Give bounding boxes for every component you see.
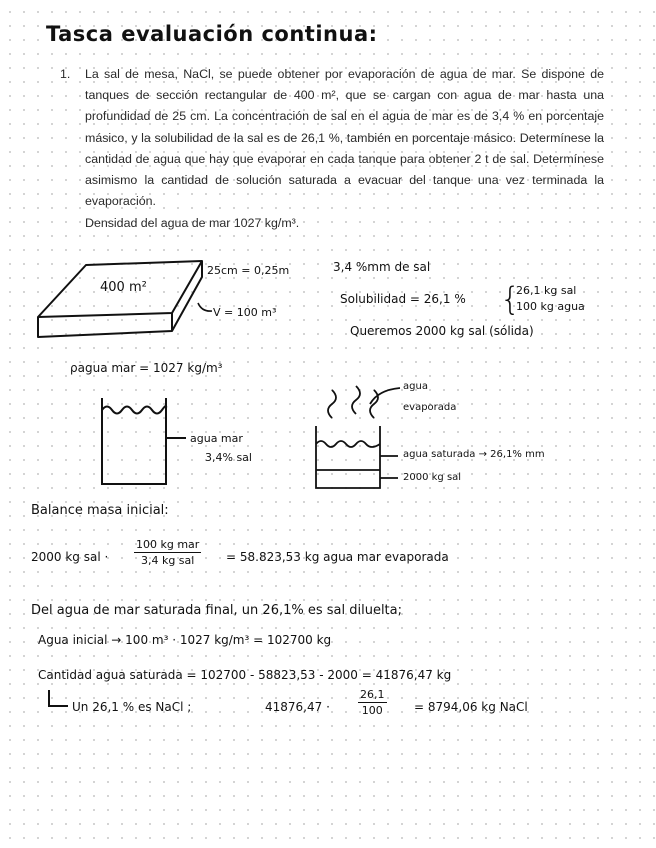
balance-line-5-b: 41876,47 ·: [265, 700, 330, 714]
balance-line-2: Del agua de mar saturada final, un 26,1% es sal diluelta;: [31, 603, 403, 618]
problem-statement: [60, 64, 604, 212]
tank-volume-label: V = 100 m³: [213, 306, 277, 319]
evaporated-water-label-2: evaporada: [403, 402, 457, 413]
problem-density: Densidad del agua de mar 1027 kg/m³.: [85, 216, 300, 230]
balance-line-5-a: Un 26,1 % es NaCl ;: [72, 700, 192, 714]
evaporated-water-label-1: agua: [403, 381, 428, 392]
balance-fraction: [134, 538, 201, 567]
salt-solid-label: 2000 kg sal: [403, 472, 462, 483]
problem-number: 1.: [60, 67, 71, 81]
solubility-salt: 26,1 kg sal: [516, 284, 577, 297]
solubility-note: Solubilidad = 26,1 %: [340, 292, 466, 306]
page-title: Tasca evaluación continua:: [46, 22, 378, 46]
saturated-water-label: agua saturada → 26,1% mm: [403, 449, 545, 460]
solubility-water: 100 kg agua: [516, 300, 585, 313]
concentration-note: 3,4 %mm de sal: [333, 260, 431, 274]
balance-fraction-numerator: 100 kg mar: [136, 538, 200, 551]
target-salt-note: Queremos 2000 kg sal (sólida): [350, 324, 534, 338]
balance-heading: Balance masa inicial:: [31, 503, 169, 518]
balance-result: = 58.823,53 kg agua mar evaporada: [226, 550, 449, 564]
balance-fraction-denominator: 3,4 kg sal: [140, 554, 195, 567]
balance-lhs: 2000 kg sal ·: [31, 550, 109, 564]
tank-area-label: 400 m²: [100, 280, 147, 295]
seawater-beaker: [94, 396, 204, 496]
seawater-density-note: ρagua mar = 1027 kg/m³: [70, 361, 223, 375]
tank-depth-label: 25cm = 0,25m: [207, 264, 290, 277]
problem-text: La sal de mesa, NaCl, se puede obtener por evaporación de agua de mar. Se dispone de tanques de sección rectangular de 400 m², que se cargan con agua de mar hasta una profundidad de 25 cm. La concentración de sal en el agua de mar es de 3,4 % en porcentaje másico, y la solubilidad de la sal es de 26,1 %, también en porcentaje másico. Determínese la cantidad de agua que hay que evaporar en cada tanque para obtener 2 t de sal. Determínese asimismo la cantidad de solución saturada a evacuar del tanque una vez terminada la evaporación.: [85, 67, 604, 209]
seawater-label: agua mar: [190, 432, 243, 445]
volume-arrow: [196, 300, 216, 316]
balance-line-5-c: = 8794,06 kg NaCl: [414, 700, 528, 714]
tank-sketch: [30, 255, 210, 345]
nacl-fraction-denominator: 100: [361, 704, 383, 717]
nacl-fraction: [358, 688, 387, 717]
brace: {: [500, 280, 521, 318]
seawater-salt-label: 3,4% sal: [205, 451, 252, 464]
balance-line-3: Agua inicial → 100 m³ · 1027 kg/m³ = 102700 kg: [38, 633, 332, 647]
balance-line-4: Cantidad agua saturada = 102700 - 58823,53 - 2000 = 41876,47 kg: [38, 668, 452, 682]
sub-arrow: [46, 688, 72, 712]
nacl-fraction-numerator: 26,1: [360, 688, 385, 701]
